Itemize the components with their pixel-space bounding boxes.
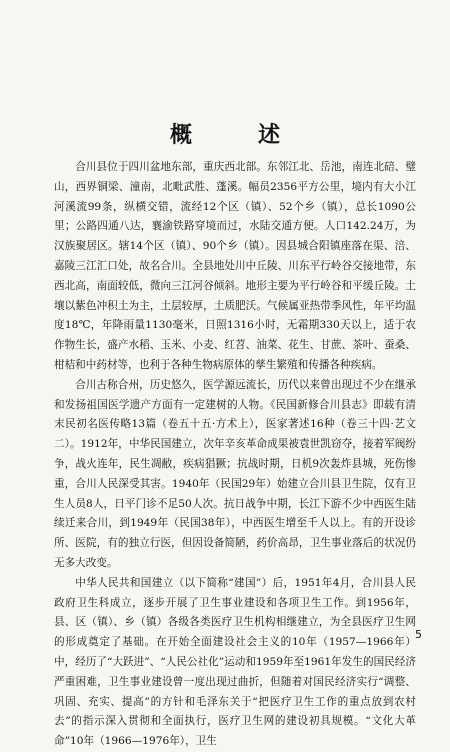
paragraph-1: 合川县位于四川盆地东部，重庆西北部。东邻江北、岳池，南连北碚、璧山，西界铜梁、潼南，北毗武胜、蓬溪。幅员2356平方公里，境内有大小江河溪流99条，纵横交错，流经12个区（镇）、52个乡（镇），总长1090公里；公路四通八达，襄渝铁路穿境而过，水陆交通方便。人口142.24万，为汉族聚居区。辖14个区（镇）、90个乡（镇）。因县城合阳镇座落在渠、涪、嘉陵三江汇口处，故名合川。全县地处川中丘陵、川东平行岭谷交接地带，东西北高，南面较低，微向三江河谷倾斜。地形主要为平行岭谷和平缓丘陵。土壤以紫色冲积土为主，土层较厚，土质肥沃。气候属亚热带季风性，年平均温度18℃，年降雨量1130毫米，日照1316小时，无霜期330天以上，适于农作物生长，盛产水稻、玉米、小麦、红苕、油菜、花生、甘蔗、茶叶、蚕桑、柑桔和中药材等，也利于各种生物病原体的孳生繁殖和传播各种疾病。	[54, 161, 416, 371]
page-title: 概 述	[169, 123, 302, 148]
paragraph-2: 合川古称合州，历史悠久，医学源远流长，历代以来曾出现过不少在继承和发扬祖国医学遗产方面有一定建树的人物。《民国新修合川县志》即载有清末民初名医传略13篇（卷五十五·方术上），医家著述16种（卷三十四·艺文二）。1912年，中华民国建立，次年辛亥革命成果被袁世凯窃夺，接着军阀纷争，战火连年，民生凋敝，疾病猖獗；抗战时期，日机9次轰炸县城，死伤惨重，合川人民深受其害。1940年（民国29年）始建立合川县卫生院，仅有卫生人员8人，日平门诊不足50人次。抗日战争中期，长江下游不少中西医生陆续迁来合川，到1949年（民国38年），中西医生增至千人以上。有的开设诊所、医院，有的独立行医，但因设备简陋，药价高昂，卫生事业落后的状况仍无多大改变。	[54, 378, 416, 569]
paragraph-3: 中华人民共和国建立（以下简称“建国”）后，1951年4月，合川县人民政府卫生科成立，逐步开展了卫生事业建设和各项卫生工作。到1956年，县、区（镇）、乡（镇）各级各类医疗卫生机构相继建立，为全县医疗卫生网的形成奠定了基础。在开始全面建设社会主义的10年（1957—1966年）中，经历了“大跃进”、“人民公社化”运动和1959年至1961年发生的国民经济严重困难，卫生事业建设曾一度出现过曲折，但随着对国民经济实行“调整、巩固、充实、提高”的方针和毛泽东关于“把医疗卫生工作的重点放到农村去”的指示深入贯彻和全面执行，医疗卫生网的建设初具规模。“文化大革命”10年（1966—1976年），卫生	[54, 576, 416, 748]
page-number: 5	[415, 628, 422, 641]
document-body	[54, 158, 416, 752]
